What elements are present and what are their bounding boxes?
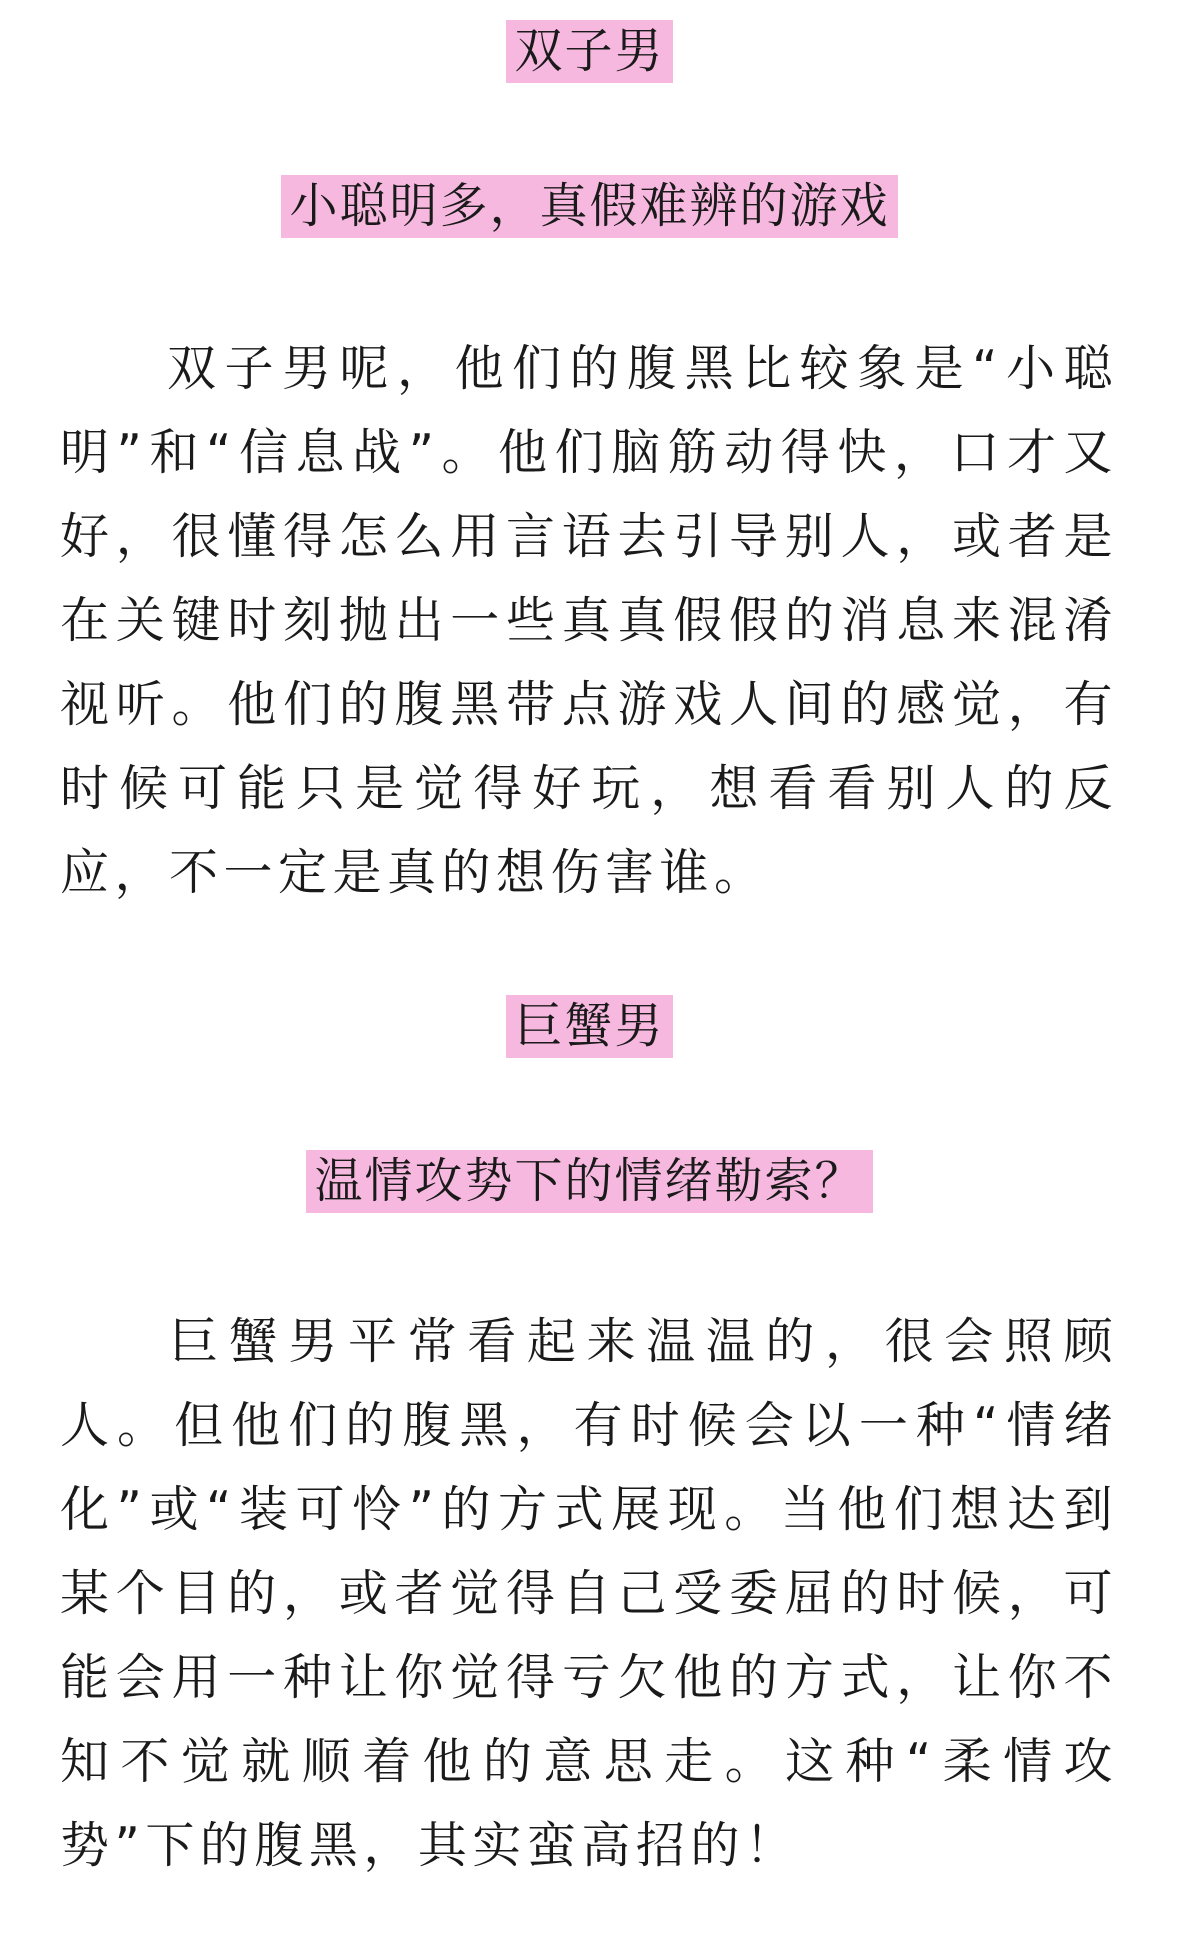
section-1-heading-row bbox=[0, 20, 1179, 83]
section-2-paragraph bbox=[60, 1300, 1118, 1888]
section-2-paragraph-text: 巨蟹男平常看起来温温的，很会照顾人。但他们的腹黑，有时候会以一种“情绪化”或“装可怜”的方式展现。当他们想达到某个目的，或者觉得自己受委屈的时候，可能会用一种让你觉得亏欠他的方式，让你不知不觉就顺着他的意思走。这种“柔情攻势”下的腹黑，其实蛮高招的！ bbox=[60, 1313, 1118, 1874]
section-1-subheading-row bbox=[0, 175, 1179, 238]
section-2-subheading-row bbox=[0, 1150, 1179, 1213]
section-1-heading: 双子男 bbox=[506, 20, 672, 83]
section-1-subheading: 小聪明多，真假难辨的游戏 bbox=[281, 175, 897, 238]
section-2-heading: 巨蟹男 bbox=[506, 995, 672, 1058]
section-1-paragraph-text: 双子男呢，他们的腹黑比较象是“小聪明”和“信息战”。他们脑筋动得快，口才又好，很懂得怎么用言语去引导别人，或者是在关键时刻抛出一些真真假假的消息来混淆视听。他们的腹黑带点游戏人间的感觉，有时候可能只是觉得好玩，想看看别人的反应，不一定是真的想伤害谁。 bbox=[60, 340, 1118, 901]
section-2-heading-row bbox=[0, 995, 1179, 1058]
section-2-subheading: 温情攻势下的情绪勒索？ bbox=[306, 1150, 872, 1213]
section-1-paragraph bbox=[60, 327, 1118, 915]
